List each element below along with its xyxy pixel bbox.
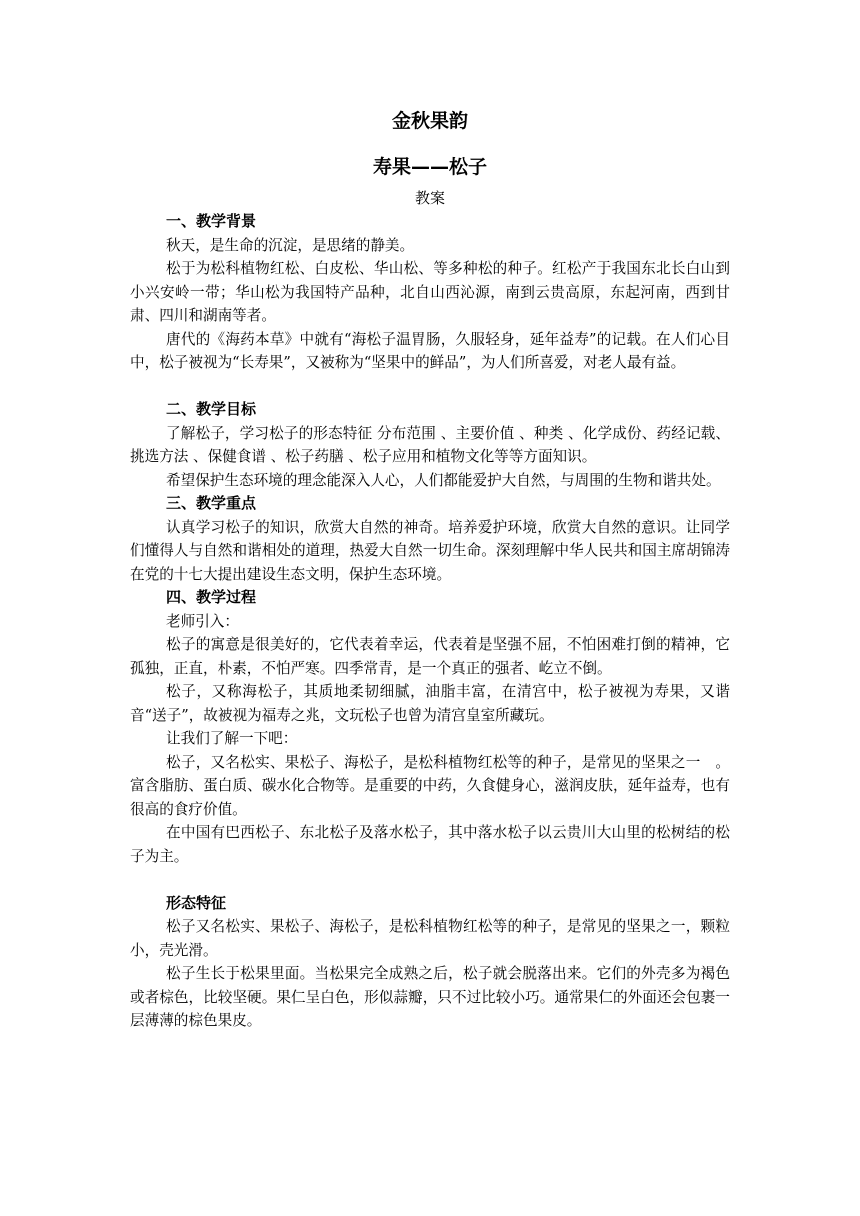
paragraph: 在中国有巴西松子、东北松子及落水松子，其中落水松子以云贵川大山里的松树结的松子为主。 — [130, 824, 730, 865]
paragraph: 松子，又称海松子，其质地柔韧细腻，油脂丰富，在清宫中，松子被视为寿果，又谐音“送子”，故被视为福寿之兆，文玩松子也曾为清宫皇室所藏玩。 — [130, 683, 730, 724]
paragraph: 了解松子，学习松子的形态特征 分布范围 、主要价值 、种类 、化学成份、药经记载、挑选方法 、保健食谱 、松子药膳 、松子应用和植物文化等等方面知识。 — [130, 424, 730, 465]
paragraph: 认真学习松子的知识，欣赏大自然的神奇。培养爱护环境，欣赏大自然的意识。让同学们懂得人与自然和谐相处的道理，热爱大自然一切生命。深刻理解中华人民共和国主席胡锦涛在党的十七大提出建设生态文明，保护生态环境。 — [130, 518, 730, 583]
document-subtitle: 寿果——松子 — [372, 156, 487, 178]
paragraph: 唐代的《海药本草》中就有“海松子温胃肠，久服轻身，延年益寿”的记载。在人们心目中，松子被视为“长寿果”，又被称为“坚果中的鲜品”，为人们所喜爱，对老人最有益。 — [130, 330, 730, 371]
section-heading-process: 四、教学过程 — [166, 588, 257, 606]
section-heading-goals: 二、教学目标 — [166, 400, 257, 418]
paragraph: 松子生长于松果里面。当松果完全成熟之后，松子就会脱落出来。它们的外壳多为褐色或者棕色，比较坚硬。果仁呈白色，形似蒜瓣，只不过比较小巧。通常果仁的外面还会包裹一层薄薄的棕色果皮。 — [130, 965, 730, 1029]
paragraph: 老师引入： — [166, 612, 239, 630]
document-type-label: 教案 — [414, 189, 445, 207]
blank-line — [130, 868, 730, 892]
section-heading-background: 一、教学背景 — [166, 212, 257, 230]
document-page — [130, 108, 730, 1033]
blank-line — [130, 375, 730, 399]
paragraph: 松子，又名松实、果松子、海松子，是松科植物红松等的种子，是常见的坚果之一 。富含脂肪、蛋白质、碳水化合物等。是重要的中药，久食健身心，滋润皮肤，延年益寿，也有很高的食疗价值。 — [130, 753, 730, 818]
paragraph: 松子又名松实、果松子、海松子，是松科植物红松等的种子，是常见的坚果之一，颗粒小，壳光滑。 — [130, 918, 730, 959]
section-heading-focus: 三、教学重点 — [166, 494, 257, 512]
document-title: 金秋果韵 — [391, 110, 468, 132]
paragraph: 松子的寓意是很美好的，它代表着幸运，代表着是坚强不屈，不怕困难打倒的精神，它孤独，正直，朴素，不怕严寒。四季常青，是一个真正的强者、屹立不倒。 — [130, 636, 730, 677]
paragraph: 秋天，是生命的沉淀，是思绪的静美。 — [166, 236, 415, 254]
section-heading-morphology: 形态特征 — [166, 893, 227, 912]
paragraph: 松于为松科植物红松、白皮松、华山松、等多种松的种子。红松产于我国东北长白山到小兴安岭一带；华山松为我国特产品种，北自山西沁源，南到云贵高原，东起河南，西到甘肃、四川和湖南等者。 — [130, 260, 730, 324]
paragraph: 希望保护生态环境的理念能深入人心，人们都能爱护大自然，与周围的生物和谐共处。 — [166, 471, 721, 489]
paragraph: 让我们了解一下吧： — [166, 730, 298, 747]
